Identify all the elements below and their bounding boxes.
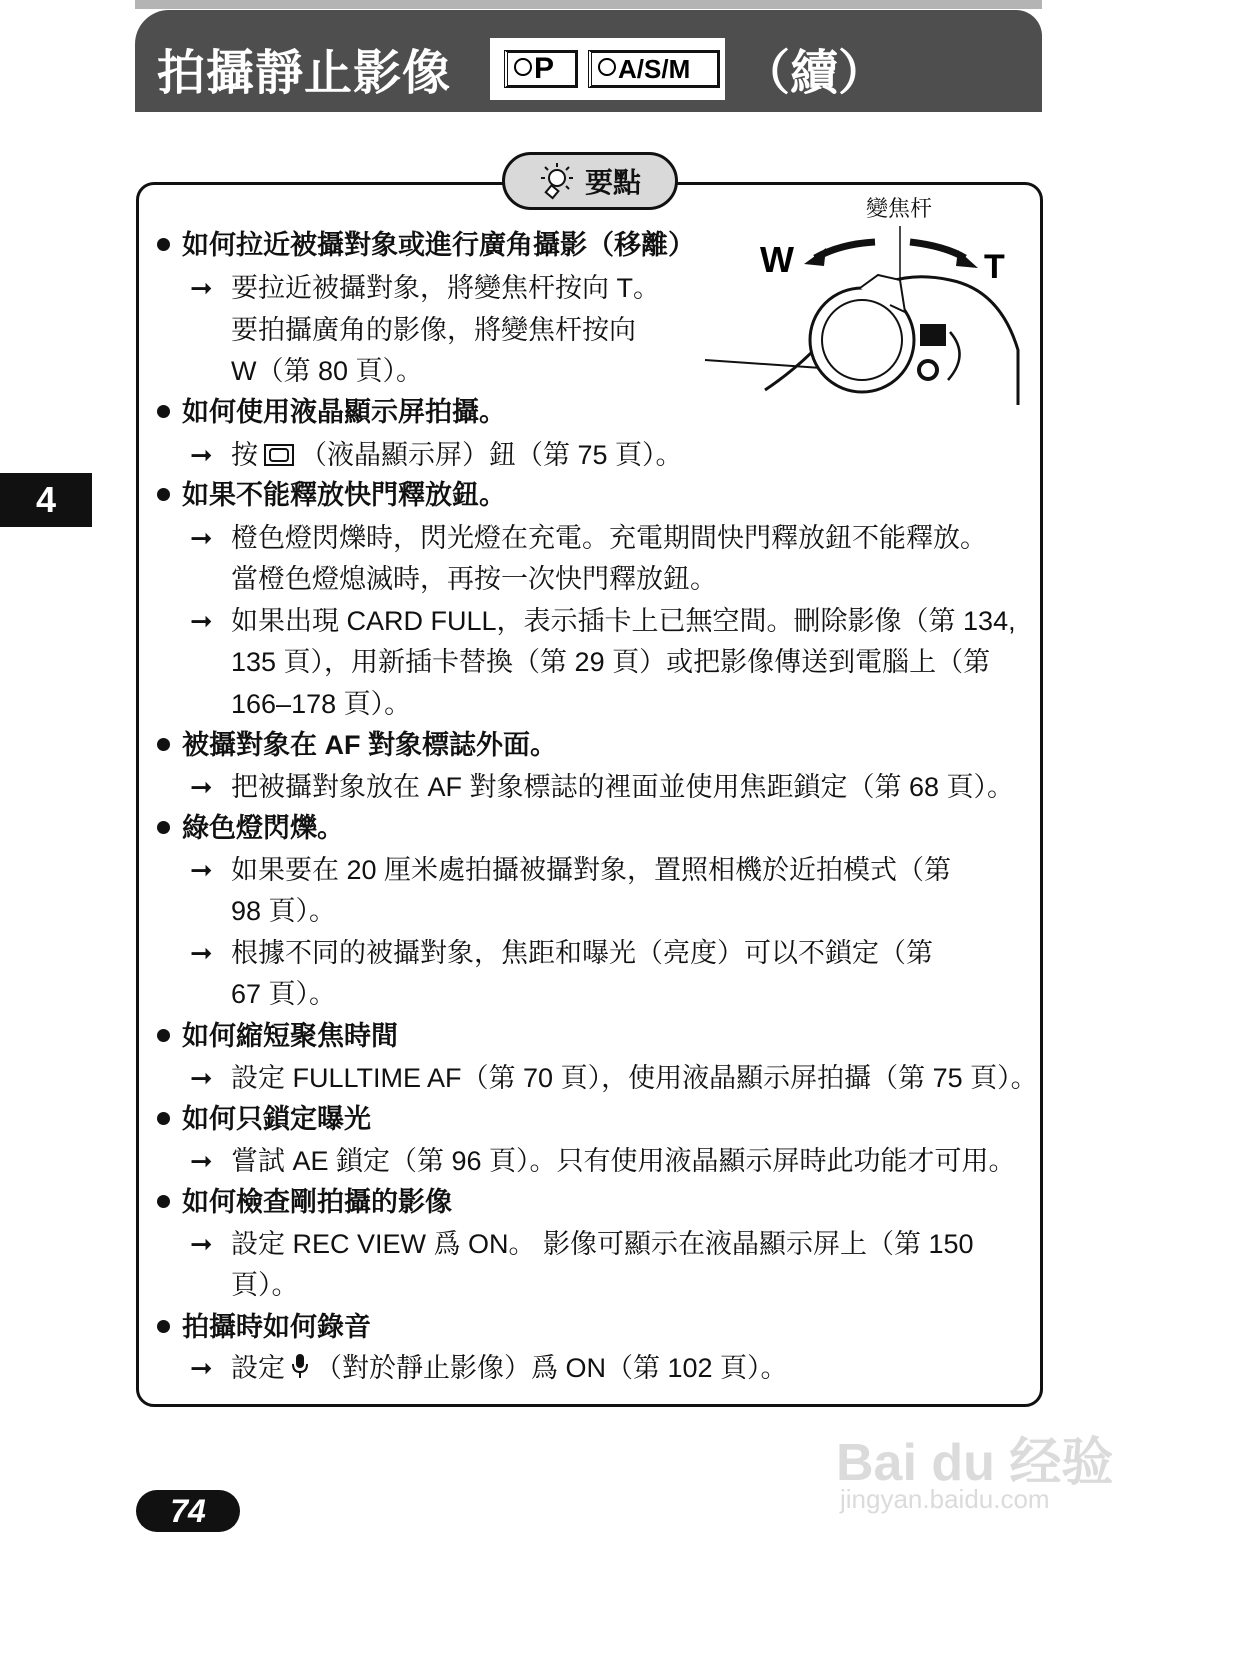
line-text: 166–178 頁）。 [231,689,412,719]
bullet-icon [157,1320,170,1333]
tip-heading [157,1185,452,1219]
line-text: 如果不能釋放快門釋放鈕。 [182,480,506,510]
tip-answer-continued [190,687,411,721]
line-text: 設定 [231,1353,285,1383]
arrow-right-icon: ➞ [190,1229,213,1259]
tip-heading [157,1102,371,1136]
mode-p-badge: P [504,50,578,88]
tip-answer [190,1144,1016,1178]
arrow-right-icon: ➞ [190,1063,213,1093]
wide-icon [920,324,946,346]
tip-answer-continued [190,354,423,388]
monitor-button-icon [264,440,294,474]
line-text: 按 [231,440,258,470]
magnify-icon [919,361,937,379]
line-text: 橙色燈閃爍時，閃光燈在充電。充電期間快門釋放鈕不能釋放。 [231,523,987,553]
tip-answer-continued [190,313,636,347]
mode-dial-icon [598,58,616,76]
line-text: 頁）。 [231,1270,299,1300]
line-text: （液晶顯示屏）鈕（第 75 頁）。 [300,440,683,470]
bullet-icon [157,405,170,418]
bullet-icon [157,488,170,501]
tip-heading [157,1019,398,1053]
bullet-icon [157,1029,170,1042]
line-text: 設定 REC VIEW 爲 ON。 影像可顯示在液晶顯示屏上（第 150 [231,1229,974,1259]
page-header [135,10,1042,112]
microphone-icon [291,1353,309,1387]
bullet-icon [157,738,170,751]
zoom-lever-caption: 變焦杆 [866,196,933,221]
arrow-t-icon [910,242,965,258]
zoom-lever-illustration [700,220,1040,410]
tip-answer-continued [190,1268,299,1302]
tip-answer [190,521,987,555]
tip-answer [190,271,660,305]
continued-label: （續） [742,47,887,100]
mode-dial-icon [514,58,532,76]
bullet-icon [157,821,170,834]
tip-answer [190,1061,1038,1095]
tip-answer-continued [190,645,990,679]
tip-answer [190,1351,788,1387]
watermark-url: jingyan.baidu.com [840,1484,1050,1514]
tip-answer-continued [190,562,717,596]
line-text: 要拉近被攝對象，將變焦杆按向 T。 [231,273,660,303]
mode-asm-badge: A/S/M [588,50,720,88]
line-text: 如何拉近被攝對象或進行廣角攝影（移離） [182,230,695,260]
arrow-right-icon: ➞ [190,938,213,968]
bullet-icon [157,238,170,251]
tip-heading [157,811,344,845]
arrow-right-icon: ➞ [190,523,213,553]
mode-badges [490,38,725,100]
line-text: 根據不同的被攝對象，焦距和曝光（亮度）可以不鎖定（第 [231,938,933,968]
arrow-right-icon: ➞ [190,1146,213,1176]
lightbulb-icon [539,161,575,201]
t-label: T [984,248,1005,286]
line-text: 把被攝對象放在 AF 對象標誌的裡面並使用焦距鎖定（第 68 頁）。 [231,772,1015,802]
tip-answer [190,770,1014,804]
line-text: 67 頁）。 [231,979,337,1009]
arrow-right-icon: ➞ [190,772,213,802]
top-strip [135,0,1042,9]
page-title: 拍攝靜止影像 [157,47,452,100]
line-text: W（第 80 頁）。 [231,356,424,386]
line-text: 拍攝時如何錄音 [182,1312,371,1342]
line-text: 如何只鎖定曝光 [182,1104,371,1134]
tip-answer [190,853,951,887]
line-text: （對於靜止影像）爲 ON（第 102 頁）。 [315,1353,788,1383]
tip-answer [190,936,933,970]
tip-answer-continued [190,894,336,928]
arrow-right-icon: ➞ [190,440,213,470]
tip-answer-continued [190,977,336,1011]
line-text: 如果要在 20 厘米處拍攝被攝對象，置照相機於近拍模式（第 [231,855,952,885]
tip-heading [157,228,695,262]
arrow-right-icon: ➞ [190,606,213,636]
tip-answer [190,1227,974,1261]
tip-answer [190,604,1016,638]
tip-heading [157,1310,371,1344]
tips-heading [502,152,678,210]
tips-label: 要點 [584,167,641,198]
line-text: 如何縮短聚焦時間 [182,1021,398,1051]
line-text: 要拍攝廣角的影像，將變焦杆按向 [231,315,636,345]
tip-heading [157,728,557,762]
watermark-logo: Bai du 经验 [836,1434,1114,1492]
tip-answer [190,438,683,474]
line-text: 綠色燈閃爍。 [182,813,344,843]
line-text: 當橙色燈熄滅時，再按一次快門釋放鈕。 [231,564,717,594]
line-text: 135 頁），用新插卡替換（第 29 頁）或把影像傳送到電腦上（第 [231,647,991,677]
line-text: 如何使用液晶顯示屏拍攝。 [182,397,506,427]
bullet-icon [157,1112,170,1125]
page-number: 74 [136,1490,240,1532]
arrow-right-icon: ➞ [190,1353,213,1383]
bullet-icon [157,1195,170,1208]
line-text: 如果出現 CARD FULL，表示插卡上已無空間。刪除影像（第 134, [231,606,1016,636]
w-label: W [760,239,794,280]
line-text: 98 頁）。 [231,896,337,926]
tip-heading [157,478,506,512]
line-text: 設定 FULLTIME AF（第 70 頁），使用液晶顯示屏拍攝（第 75 頁）。 [231,1063,1038,1093]
chapter-tab: 4 [0,473,92,527]
arrow-right-icon: ➞ [190,273,213,303]
line-text: 被攝對象在 AF 對象標誌外面。 [182,730,557,760]
tip-heading [157,395,506,429]
arrow-right-icon: ➞ [190,855,213,885]
line-text: 如何檢查剛拍攝的影像 [182,1187,452,1217]
line-text: 嘗試 AE 鎖定（第 96 頁）。只有使用液晶顯示屏時此功能才可用。 [231,1146,1016,1176]
